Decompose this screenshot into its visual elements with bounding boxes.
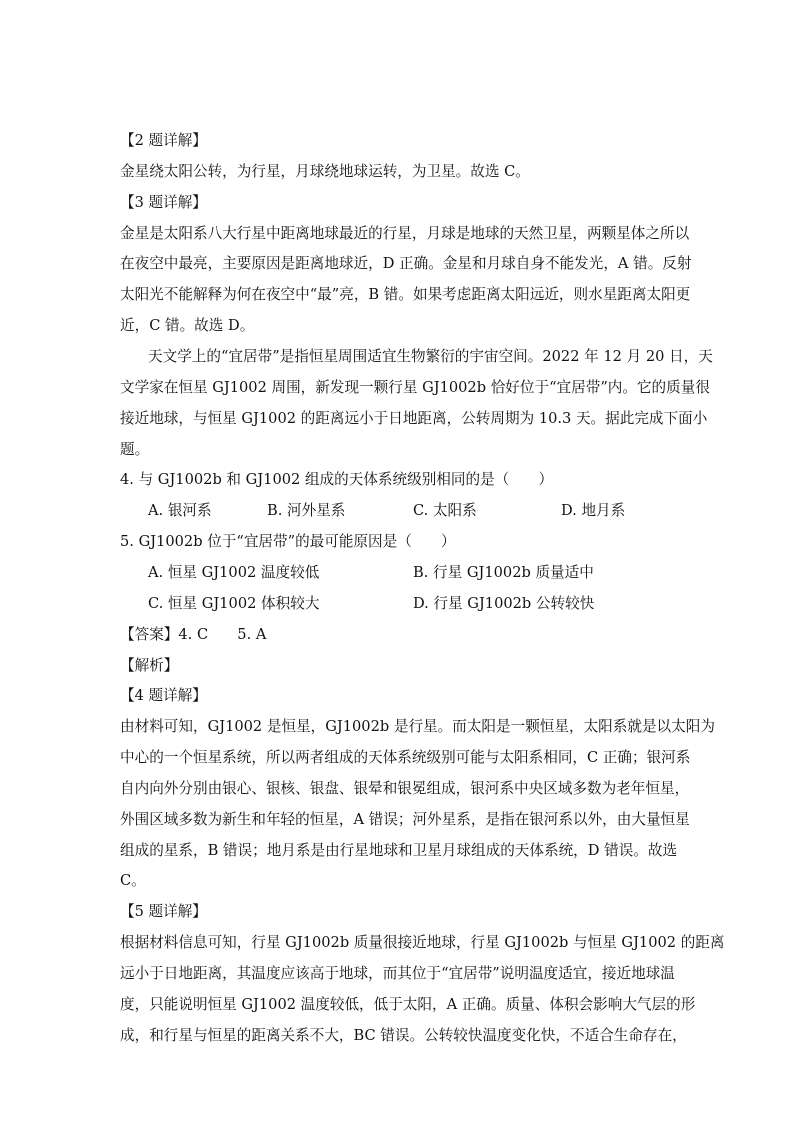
paragraph-line: C。 [120,872,146,889]
paragraph-line: 金星是太阳系八大行星中距离地球最近的行星，月球是地球的天然卫星，两颗星体之所以 [120,225,690,242]
paragraph-line: 中心的一个恒星系统，所以两者组成的天体系统级别可能与太阳系相同，C 正确；银河系 [120,749,691,766]
q5-option-b: B. 行星 GJ1002b 质量适中 [413,564,594,581]
material-paragraph-line: 题。 [120,441,150,458]
question-5-stem: 5. GJ1002b 位于“宜居带”的最可能原因是（ ） [120,533,456,550]
paragraph-line: 在夜空中最亮，主要原因是距离地球近，D 正确。金星和月球自身不能发光，A 错。反射 [120,255,692,272]
paragraph-line: 近，C 错。故选 D。 [120,317,255,334]
section-heading-q3-detail: 【3 题详解】 [120,194,207,211]
material-paragraph-line: 天文学上的“宜居带”是指恒星周围适宜生物繁衍的宇宙空间。2022 年 12 月 20 日，天 [148,348,713,365]
q4-option-a: A. 银河系 [148,502,212,519]
paragraph-line: 度，只能说明恒星 GJ1002 温度较低，低于太阳，A 正确。质量、体积会影响大气层的形 [120,996,696,1013]
paragraph-line: 根据材料信息可知，行星 GJ1002b 质量很接近地球，行星 GJ1002b 与恒星 GJ1002 的距离 [120,934,725,951]
material-paragraph-line: 文学家在恒星 GJ1002 周围，新发现一颗行星 GJ1002b 恰好位于“宜居带”内。它的质量很 [120,379,710,396]
question-4-stem: 4. 与 GJ1002b 和 GJ1002 组成的天体系统级别相同的是（ ） [120,471,554,488]
section-heading-q5-detail: 【5 题详解】 [120,903,207,920]
q4-option-c: C. 太阳系 [413,502,477,519]
paragraph-line: 外围区域多数为新生和年轻的恒星，A 错误；河外星系，是指在银河系以外，由大量恒星 [120,811,690,828]
analysis-heading: 【解析】 [120,657,179,674]
paragraph-line: 远小于日地距离，其温度应该高于地球，而其位于“宜居带”说明温度适宜，接近地球温 [120,965,675,982]
paragraph-line: 组成的星系，B 错误；地月系是由行星地球和卫星月球组成的天体系统，D 错误。故选 [120,842,678,859]
paragraph-line: 太阳光不能解释为何在夜空中“最”亮，B 错。如果考虑距离太阳远近，则水星距离太阳更 [120,286,691,303]
q5-option-c: C. 恒星 GJ1002 体积较大 [148,595,320,612]
q4-option-b: B. 河外星系 [267,502,346,519]
paragraph-line: 成，和行星与恒星的距离关系不大，BC 错误。公转较快温度变化快，不适合生命存在， [120,1027,687,1044]
paragraph-line: 金星绕太阳公转，为行星，月球绕地球运转，为卫星。故选 C。 [120,163,530,180]
q5-option-d: D. 行星 GJ1002b 公转较快 [413,595,595,612]
q5-option-a: A. 恒星 GJ1002 温度较低 [148,564,320,581]
q4-option-d: D. 地月系 [561,502,626,519]
section-heading-q4-detail: 【4 题详解】 [120,687,207,704]
paragraph-line: 由材料可知，GJ1002 是恒星，GJ1002b 是行星。而太阳是一颗恒星，太阳系就是以太阳为 [120,718,715,735]
material-paragraph-line: 接近地球，与恒星 GJ1002 的距离远小于日地距离，公转周期为 10.3 天。据此完成下面小 [120,410,708,427]
section-heading-q2-detail: 【2 题详解】 [120,132,207,149]
answer-line: 【答案】4. C 5. A [120,626,267,643]
paragraph-line: 自内向外分别由银心、银核、银盘、银晕和银冕组成，银河系中央区域多数为老年恒星， [120,780,690,797]
